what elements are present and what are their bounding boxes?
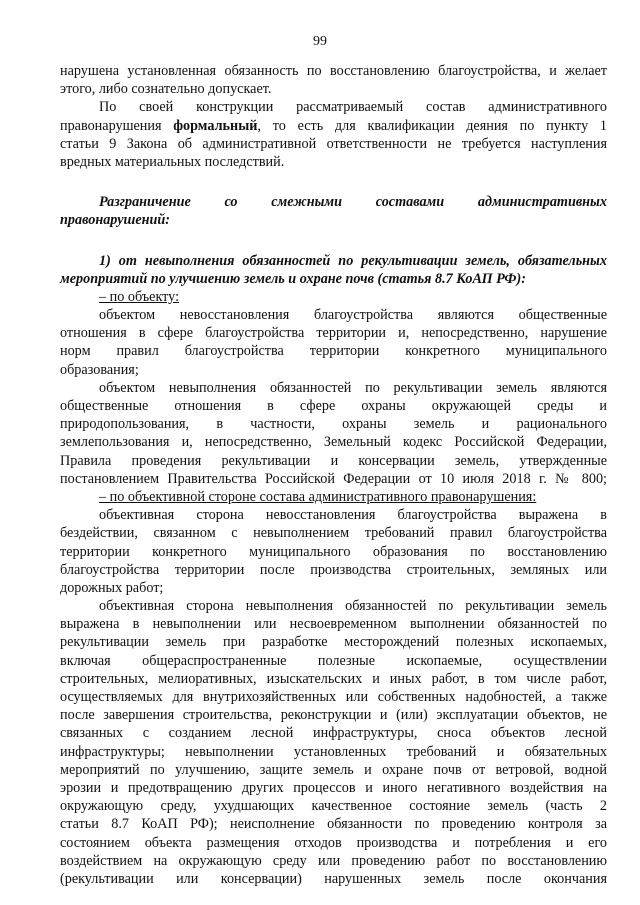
- text-line: образования;: [60, 361, 139, 378]
- text-line: объектом невыполнения обязанностей по рекультивации земель являются: [99, 379, 607, 396]
- text-line: строительных, мелиоративных, изыскательских и иных работ, в том числе работ,: [60, 670, 607, 687]
- text-line: состоянием объекта размещения отходов производства и потребления и его: [60, 834, 607, 851]
- text-line: рекультивации земель при разработке месторождений полезных ископаемых,: [60, 634, 607, 651]
- text-line: дорожных работ;: [60, 579, 164, 596]
- text-line: бездействии, связанном с невыполнением требований правил благоустройства: [60, 525, 607, 542]
- text-line: объективная сторона невосстановления благоустройства выражена в: [99, 507, 607, 524]
- text-line: По своей конструкции рассматриваемый состав административного: [99, 99, 607, 116]
- text-line: мероприятий по улучшению земель и охране почв (статья 8.7 КоАП РФ):: [60, 270, 526, 287]
- text-line: выражена в невыполнении или несвоевременном выполнении обязанностей по: [60, 616, 607, 633]
- text-line: Правила проведения рекультивации и консервации земель, утвержденные: [60, 452, 607, 469]
- text-line: отношения в сфере благоустройства территории и, непосредственно, нарушение: [60, 325, 607, 342]
- text-line: связанных с созданием лесной инфраструктуры, сноса объектов лесной: [60, 725, 607, 742]
- text-line: (рекультивации или консервации) нарушенных земель после окончания: [60, 870, 607, 887]
- text-line: статьи 8.7 КоАП РФ); неисполнение обязанности по проведению контроля за: [60, 816, 607, 833]
- text-line: мероприятий по улучшению, защите земель и охране почв от ветровой, водной: [60, 761, 607, 778]
- text-line: объективная сторона невыполнения обязанностей по рекультивации земель: [99, 598, 607, 615]
- text-line: 1) от невыполнения обязанностей по рекультивации земель, обязательных: [99, 252, 607, 269]
- text-line: вредных материальных последствий.: [60, 153, 285, 170]
- text-line: статьи 9 Закона об административной ответственности не требуется наступления: [60, 135, 607, 152]
- text-line: природопользования, в частности, охраны земель и рационального: [60, 416, 607, 433]
- text-line: воздействием на окружающую среду или проведению работ по восстановлению: [60, 852, 607, 869]
- page-number: 99: [313, 34, 327, 49]
- text-line: после завершения строительства, реконструкции и (или) эксплуатации объектов, не: [60, 707, 607, 724]
- paragraph-gap: [60, 230, 607, 252]
- text-line: правонарушения формальный, то есть для квалификации деяния по пункту 1: [60, 117, 607, 134]
- text-line: включая общераспространенные полезные ископаемые, осуществлении: [60, 652, 607, 669]
- text-line: благоустройства территории после производства строительных, земляных или: [60, 561, 607, 578]
- text-line: объектом невосстановления благоустройства являются общественные: [99, 307, 607, 324]
- text-line: общественные отношения в сфере охраны окружающей среды и: [60, 398, 607, 414]
- text-line: осуществляемых для внутрихозяйственных или собственных надобностей, а также: [60, 689, 607, 705]
- text-line: нарушена установленная обязанность по восстановлению благоустройства, и желает: [60, 63, 607, 79]
- text-line: инфраструктуры; невыполнении установленных требований и обязательных: [60, 743, 607, 760]
- text-line: – по объекту:: [99, 288, 180, 305]
- text-line: Разграничение со смежными составами административных: [99, 194, 607, 211]
- text-line: этого, либо сознательно допускает.: [60, 81, 272, 98]
- text-line: норм правил благоустройства территории конкретного муниципального: [60, 343, 607, 360]
- text-line: эрозии и предотвращению других процессов и иного негативного воздействия на: [60, 779, 607, 796]
- text-line: постановлением Правительства Российской Федерации от 10 июля 2018 г. № 800;: [60, 470, 607, 487]
- text-line: землепользования и, непосредственно, Земельный кодекс Российской Федерации,: [60, 434, 607, 451]
- text-line: – по объективной стороне состава административного правонарушения:: [99, 488, 537, 505]
- text-line: территории конкретного муниципального образования по восстановлению: [60, 543, 607, 560]
- document-body: [60, 62, 607, 888]
- text-line: правонарушений:: [60, 212, 170, 229]
- paragraph-gap: [60, 171, 607, 193]
- text-line: окружающую среду, ухудшающих качественное состояние земель (часть 2: [60, 798, 607, 815]
